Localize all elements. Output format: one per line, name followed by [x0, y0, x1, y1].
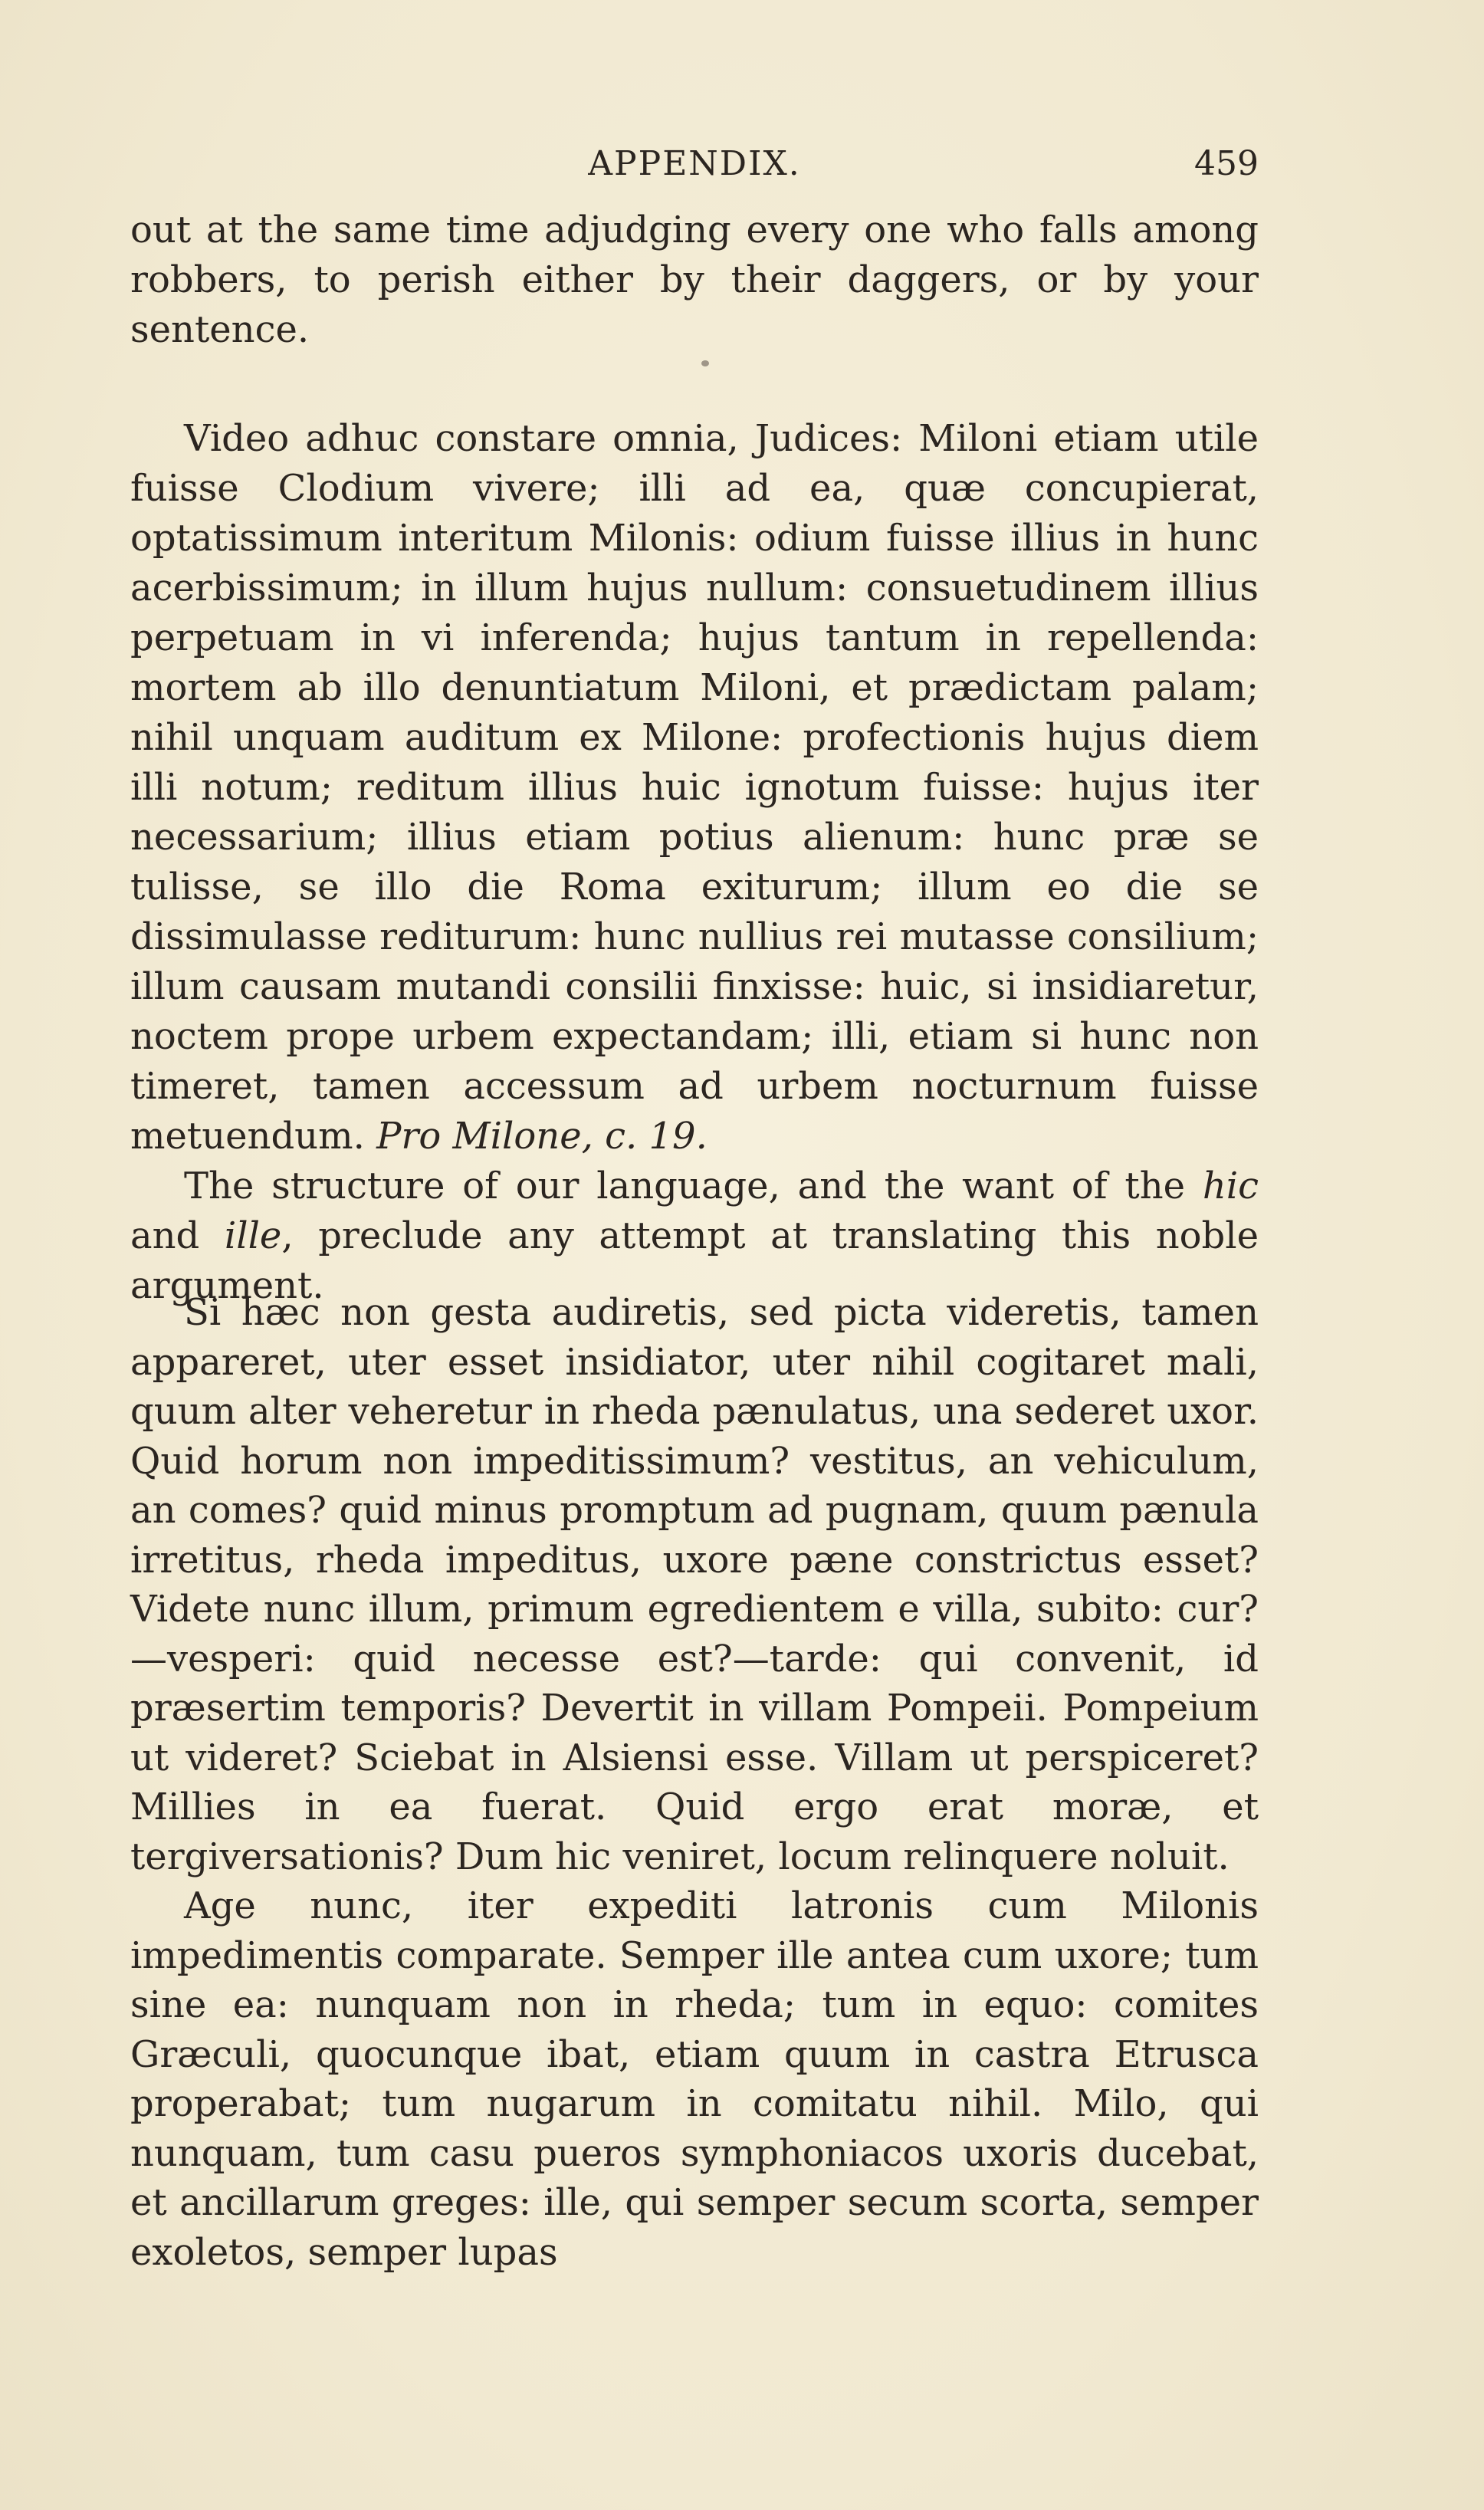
- latin-passage-text: Video adhuc constare omnia, Judices: Miloni etiam utile fuisse Clodium vivere; illi ad ea, quæ concupierat, optatissimum interitum Milonis: odium fuisse illius in hunc acerbissimum; in illum hujus nullum: consuetudinem illius perpetuam in vi inferenda; hujus tantum in repellenda: mortem ab illo denuntiatum Miloni, et prædictam palam; nihil unquam auditum ex Milone: profectionis hujus diem illi notum; reditum illius huic ignotum fuisse: hujus iter necessarium; illius etiam potius alienum: hunc præ se tulisse, se illo die Roma exiturum; illum eo die se dissimulasse rediturum: hunc nullius rei mutasse consilium; illum causam mutandi consilii finxisse: huic, si insidiaretur, noctem prope urbem expectandam; illi, etiam si hunc non timeret, tamen accessum ad urbem nocturnum fuisse metuendum.: [130, 417, 1259, 1158]
- citation: Pro Milone, c. 19.: [376, 1115, 708, 1158]
- word-hic: hic: [1202, 1165, 1259, 1207]
- latin-passage-3: Age nunc, iter expediti latronis cum Milonis impedimentis comparate. Semper ille antea cum uxore; tum sine ea: nunquam non in rheda; tum in equo: comites Græculi, quocunque ibat, etiam quum in castra Etrusca properabat; tum nugarum in comitatu nihil. Milo, qui nunquam, tum casu pueros symphoniacos uxoris ducebat, et ancillarum greges: ille, qui semper secum scorta, semper exoletos, semper lupas: [130, 1884, 1259, 2274]
- text-block-lower: [130, 1288, 1259, 2277]
- note-text-1: The structure of our language, and the want of the: [184, 1165, 1203, 1207]
- text-block-continuation: [130, 205, 1259, 355]
- paragraph-continued: out at the same time adjudging every one who falls among robbers, to perish either by their daggers, or by your sentence.: [130, 209, 1259, 351]
- word-ille: ille: [224, 1214, 282, 1257]
- page-header: [130, 144, 1259, 190]
- text-block-pro-milone: [130, 414, 1259, 1311]
- latin-passage-2: Si hæc non gesta audiretis, sed picta videretis, tamen appareret, uter esset insidiator, uter nihil cogitaret mali, quum alter veheretur in rheda pænulatus, una sederet uxor. Quid horum non impeditissimum? vestitus, an vehiculum, an comes? quid minus promptum ad pugnam, quum pænula irretitus, rheda impeditus, uxore pæne constrictus esset? Videte nunc illum, primum egredientem e villa, subito: cur?—vesperi: quid necesse est?—tarde: qui convenit, id præsertim temporis? Devertit in villam Pompeii. Pompeium ut videret? Sciebat in Alsiensi esse. Villam ut perspiceret? Millies in ea fuerat. Quid ergo erat moræ, et tergiversationis? Dum hic veniret, locum relinquere noluit.: [130, 1291, 1259, 1878]
- ink-speck: [701, 360, 709, 366]
- note-text-3: , preclude any attempt at translating this noble argument.: [130, 1214, 1259, 1307]
- running-head: APPENDIX.: [588, 144, 801, 183]
- note-text-2: and: [130, 1214, 225, 1257]
- page-number: 459: [1194, 144, 1259, 183]
- latin-passage: [130, 414, 1259, 1161]
